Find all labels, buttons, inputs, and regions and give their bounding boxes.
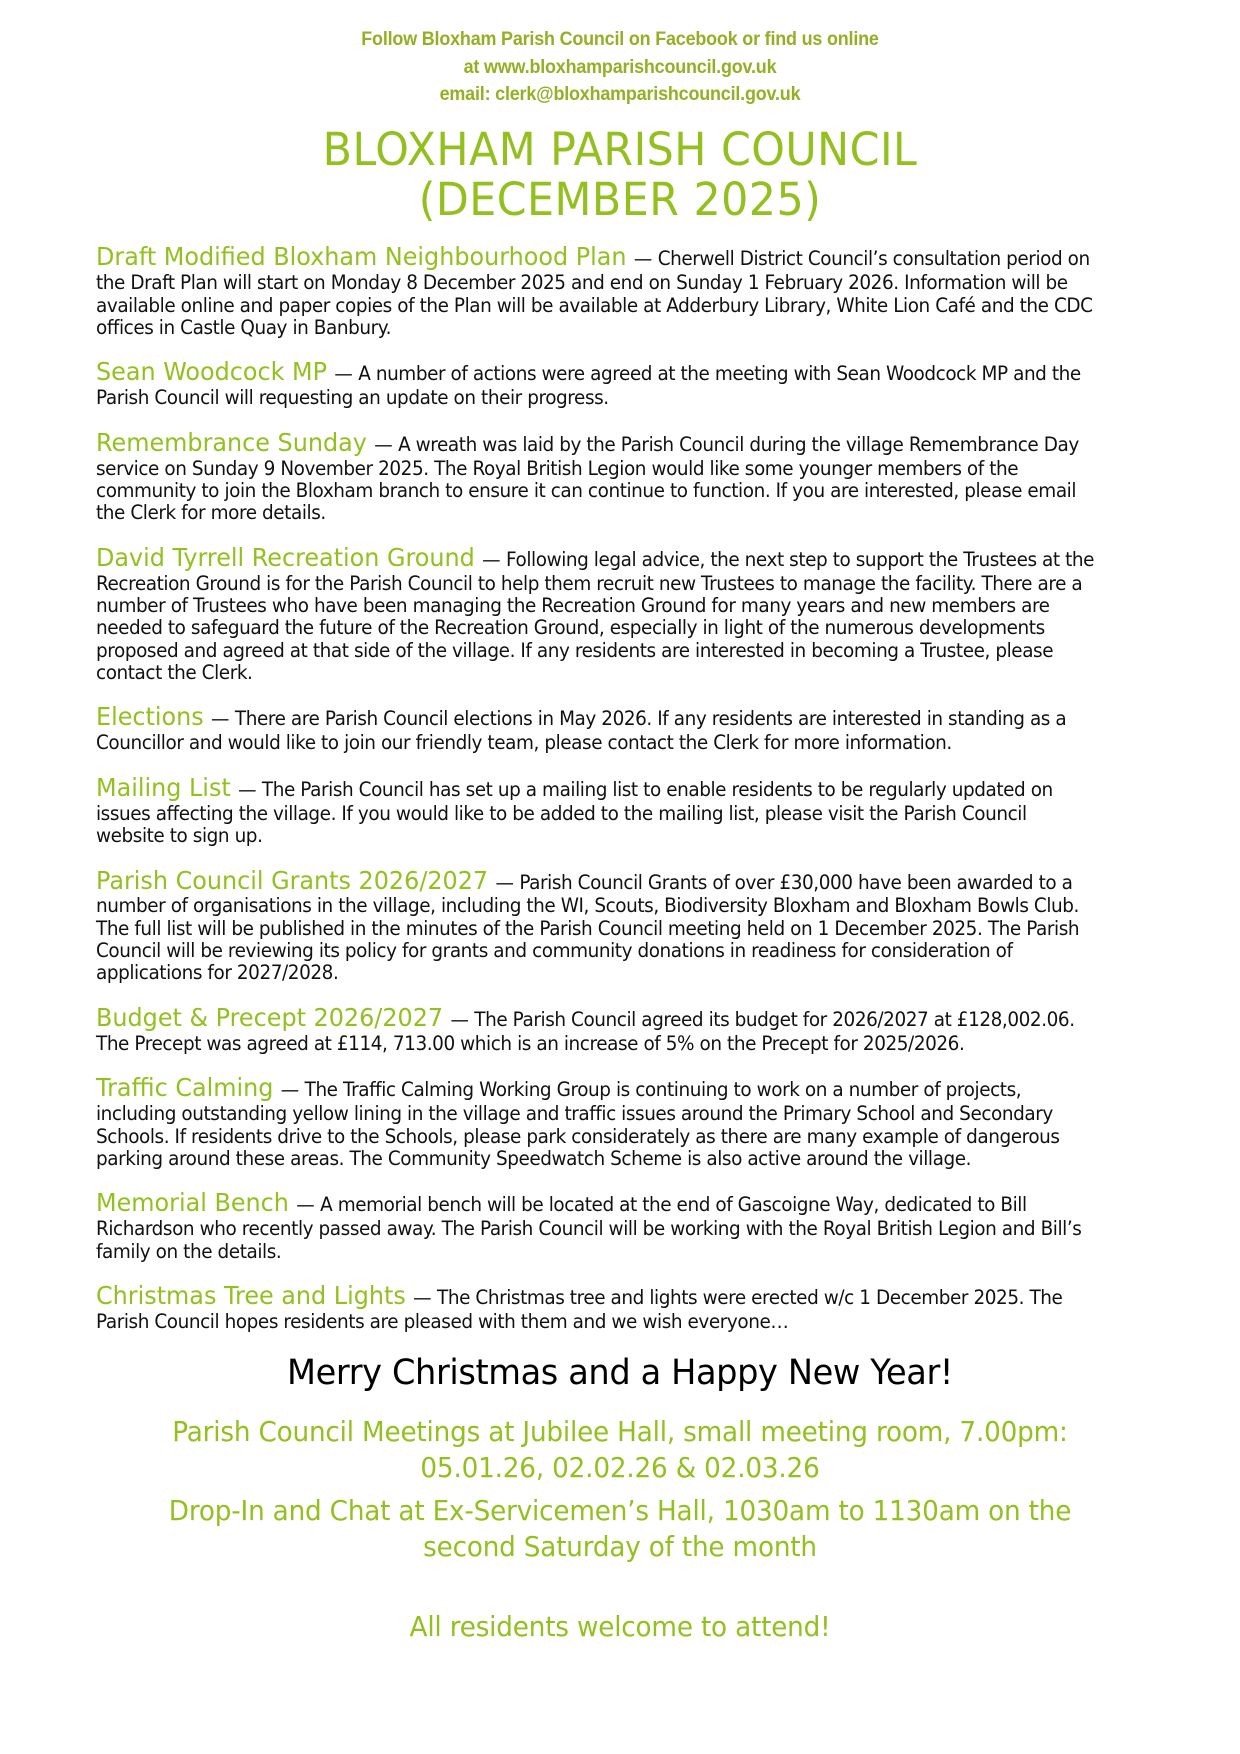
section-dash: — [495,870,514,894]
section-body: Following legal advice, the next step to support the Trustees at the Recreation Ground is for the Parish Council to help them recruit new Trustees to manage the facility. There are a number of Trustees who have been managing the Recreation Ground for many years and new members are needed to safeguard the future of the Recreation Ground, especially in light of the numerous developments proposed and agreed at that side of the village. If any residents are interested in becoming a Trustee, please contact the Clerk. [96,547,1095,684]
newsletter-section [96,358,1097,409]
dropin-schedule-line: second Saturday of the month [423,1531,817,1564]
section-body: There are Parish Council elections in May 2026. If any residents are interested in standing as a Councillor and would like to join our friendly team, please contact the Clerk for more information. [96,707,1067,755]
section-dash: — [296,1193,315,1217]
section-heading: David Tyrrell Recreation Ground [96,542,475,572]
section-body: The Traffic Calming Working Group is continuing to work on a number of projects, including outstanding yellow lining in the village and traffic issues around the Primary School and Secondary Schools. If residents drive to the Schools, please park considerately as there are many example of dangerous parking around these areas. The Community Speedwatch Scheme is also active around the village. [96,1078,1060,1170]
section-heading: Parish Council Grants 2026/2027 [96,865,489,895]
section-body: The Parish Council has set up a mailing list to enable residents to be regularly updated on issues affecting the village. If you would like to be added to the mailing list, please visit the Parish Council website to sign up. [96,777,1053,848]
section-heading: Budget & Precept 2026/2027 [96,1002,444,1032]
welcome-note: All residents welcome to attend! [409,1611,831,1644]
section-dash: — [413,1286,432,1310]
section-heading: Memorial Bench [96,1188,289,1218]
dropin-info [120,1493,1121,1566]
section-heading: Christmas Tree and Lights [96,1281,406,1311]
page-title [122,125,1118,224]
newsletter-section [96,1189,1097,1262]
newsletter-section [96,429,1097,525]
page-title-line-1: BLOXHAM PARISH COUNCIL [322,123,918,177]
section-dash: — [280,1078,300,1102]
meetings-venue-line: Parish Council Meetings at Jubilee Hall, small meeting room, 7.00pm: [172,1416,1068,1449]
section-heading: Elections [96,702,204,732]
section-dash: — [211,707,230,731]
section-body: The Parish Council agreed its budget for 2026/2027 at £128,002.06. The Precept was agreed at £114, 713.00 which is an increase of 5% on the Precept for 2025/2026. [96,1007,1075,1055]
masthead-line-social: Follow Bloxham Parish Council on Facebook or find us online [361,28,879,50]
section-heading: Remembrance Sunday [96,427,367,457]
section-body: Cherwell District Council’s consultation period on the Draft Plan will start on Monday 8 December 2025 and end on Sunday 1 February 2026. Information will be available online and paper copies of the Plan will be available at Adderbury Library, White Lion Café and the CDC offices in Castle Quay in Banbury. [96,247,1093,339]
newsletter-section [96,703,1097,754]
dropin-venue-line: Drop-In and Chat at Ex-Servicemen’s Hall, 1030am to 1130am on the [168,1494,1072,1527]
section-body: A memorial bench will be located at the end of Gascoigne Way, dedicated to Bill Richardson who recently passed away. The Parish Council will be working with the Royal British Legion and Bill’s family on the details. [96,1193,1082,1263]
section-dash: — [238,777,257,801]
masthead [138,26,1102,109]
newsletter-section [96,867,1097,985]
newsletter-sections [96,243,1144,1333]
newsletter-section [96,1282,1097,1333]
newsletter-section [96,774,1097,847]
newsletter-section [96,544,1097,684]
section-heading: Sean Woodcock MP [96,357,328,387]
newsletter-section [96,243,1097,339]
section-dash: — [450,1007,469,1031]
section-heading: Traffic Calming [96,1073,274,1103]
section-dash: — [633,247,653,271]
masthead-line-email: email: clerk@bloxhamparishcouncil.gov.uk [439,83,801,106]
section-dash: — [334,362,353,386]
section-dash: — [482,547,501,571]
section-heading: Draft Modified Bloxham Neighbourhood Plan [96,242,627,272]
section-body: A wreath was laid by the Parish Council during the village Remembrance Day service on Sunday 9 November 2025. The Royal British Legion would like some younger members of the community to join the Bloxham branch to ensure it can continue to function. If you are interested, please email the Clerk for more details. [96,432,1079,525]
meetings-dates-line: 05.01.26, 02.02.26 & 02.03.26 [420,1452,820,1485]
masthead-line-website: at www.bloxhamparishcouncil.gov.uk [463,55,777,78]
section-body: The Christmas tree and lights were erected w/c 1 December 2025. The Parish Council hopes residents are pleased with them and we wish everyone… [96,1286,1063,1333]
newsletter-section [96,1004,1097,1055]
closing-greeting: Merry Christmas and a Happy New Year! [287,1353,953,1394]
page-title-line-2: (DECEMBER 2025) [418,172,822,226]
section-body: A number of actions were agreed at the meeting with Sean Woodcock MP and the Parish Council will requesting an update on their progress. [96,362,1081,410]
section-dash: — [374,432,393,456]
section-heading: Mailing List [96,772,231,802]
newsletter-section [96,1074,1097,1170]
section-body: Parish Council Grants of over £30,000 have been awarded to a number of organisations in the village, including the WI, Scouts, Biodiversity Bloxham and Bloxham Bowls Club. The full list will be published in the minutes of the Parish Council meeting held on 1 December 2025. The Parish Council will be reviewing its policy for grants and community donations in readiness for consideration of applications for 2027/2028. [96,870,1080,985]
meetings-info [120,1415,1121,1487]
